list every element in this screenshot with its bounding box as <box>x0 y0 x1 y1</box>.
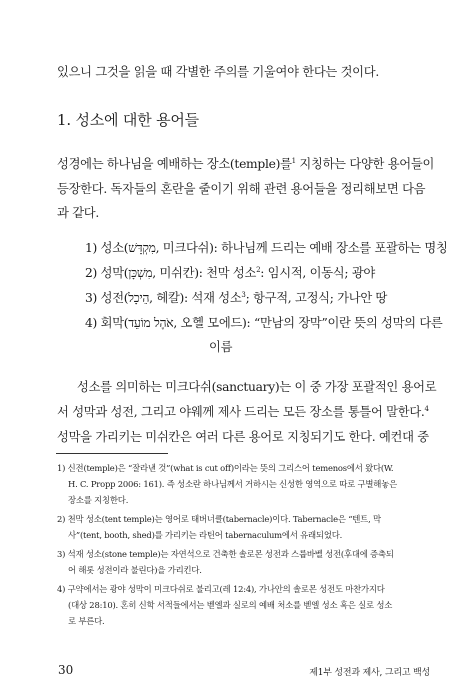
footnote-line: 2) 천막 성소(tent temple)는 영어로 태버너클(tabernacle)이다. Tabernacle은 “텐트, 막 <box>57 514 381 524</box>
para1-line-2: 등장한다. 독자들의 혼란을 줄이기 위해 관련 용어들을 정리해보면 다음 <box>57 182 426 196</box>
para2-line-2: 서 성막과 성전, 그리고 야웨께 제사 드리는 모든 장소를 통틀어 말한다.$^4$ <box>57 404 429 419</box>
footnote-line: 4) 구약에서는 광야 성막이 미크다쉬로 불리고(레 12:4), 가나안의 솔로몬 성전도 마찬가지다 <box>57 584 385 594</box>
footnote-divider <box>56 453 168 454</box>
footnote-line: 3) 석재 성소(stone temple)는 자연석으로 건축한 솔로몬 성전과 스룹바벨 성전(후대에 증축되 <box>57 549 394 559</box>
list-item-continuation: 이름 <box>209 340 233 354</box>
section-title: 1. 성소에 대한 용어들 <box>57 111 199 129</box>
list-item: 2) 성막(מִשְׁכָּן, 미쉬칸): 천막 성소$^2$: 임시적, 이동식; 광야 <box>85 265 375 280</box>
footnote-ref-3[interactable]: 3 <box>241 290 246 299</box>
footnote-ref-2[interactable]: 2 <box>256 265 261 274</box>
footnote-line: 장소를 지칭한다. <box>68 495 129 505</box>
footnote-line: 어 해롯 성전이라 불린다)을 가리킨다. <box>68 565 202 575</box>
intro-line: 있으니 그것을 읽을 때 각별한 주의를 기울여야 한다는 것이다. <box>57 65 379 79</box>
footnote-line: H. C. Propp 2006: 161). 즉 성소란 하나님께서 거하시는 신성한 영역으로 따로 구별해놓은 <box>68 479 397 489</box>
footnote-line: 1) 신전(temple)은 “잘라낸 것”(what is cut off)이라는 뜻의 그리스어 temenos에서 왔다(W. <box>57 463 394 473</box>
footnote-ref-1[interactable]: 1 <box>291 156 296 165</box>
para2-line-1: 성소를 의미하는 미크다쉬(sanctuary)는 이 중 가장 포괄적인 용어로 <box>77 380 437 394</box>
para1-line-1: 성경에는 하나님을 예배하는 장소(temple)를$^1$ 지칭하는 다양한 용어들이 <box>57 156 435 171</box>
footnote-line: (대상 28:10). 혼히 신학 서적들에서는 벧엘과 실로의 예배 처소를 벧엘 성소 혹은 실로 성소 <box>68 600 393 610</box>
running-head: 제1부 성전과 제사, 그리고 백성 <box>309 668 430 678</box>
para1-line-3: 과 같다. <box>57 206 99 220</box>
page-number: 30 <box>58 663 74 677</box>
list-item: 4) 회막(אֹהֶל מוֹעֵד, 오헬 모에드): “만남의 장막”이란 뜻의 성막의 다른 <box>85 316 443 330</box>
footnote-ref-4[interactable]: 4 <box>424 404 429 413</box>
footnote-line: 로 부른다. <box>68 616 105 626</box>
list-item: 3) 성전(הֵיכָל, 헤칼): 석재 성소$^3$; 항구적, 고정식; 가나안 땅 <box>85 290 388 305</box>
para2-line-3: 성막을 가리키는 미쉬칸은 여러 다른 용어로 지칭되기도 한다. 예컨대 중 <box>57 430 429 444</box>
footnote-line: 사”(tent, booth, shed)를 가리키는 라틴어 tabernaculum에서 유래되었다. <box>68 530 343 540</box>
list-item: 1) 성소(מִקְדָּשׁ, 미크다쉬): 하나님께 드리는 예배 장소를 포괄하는 명칭 <box>85 241 448 255</box>
